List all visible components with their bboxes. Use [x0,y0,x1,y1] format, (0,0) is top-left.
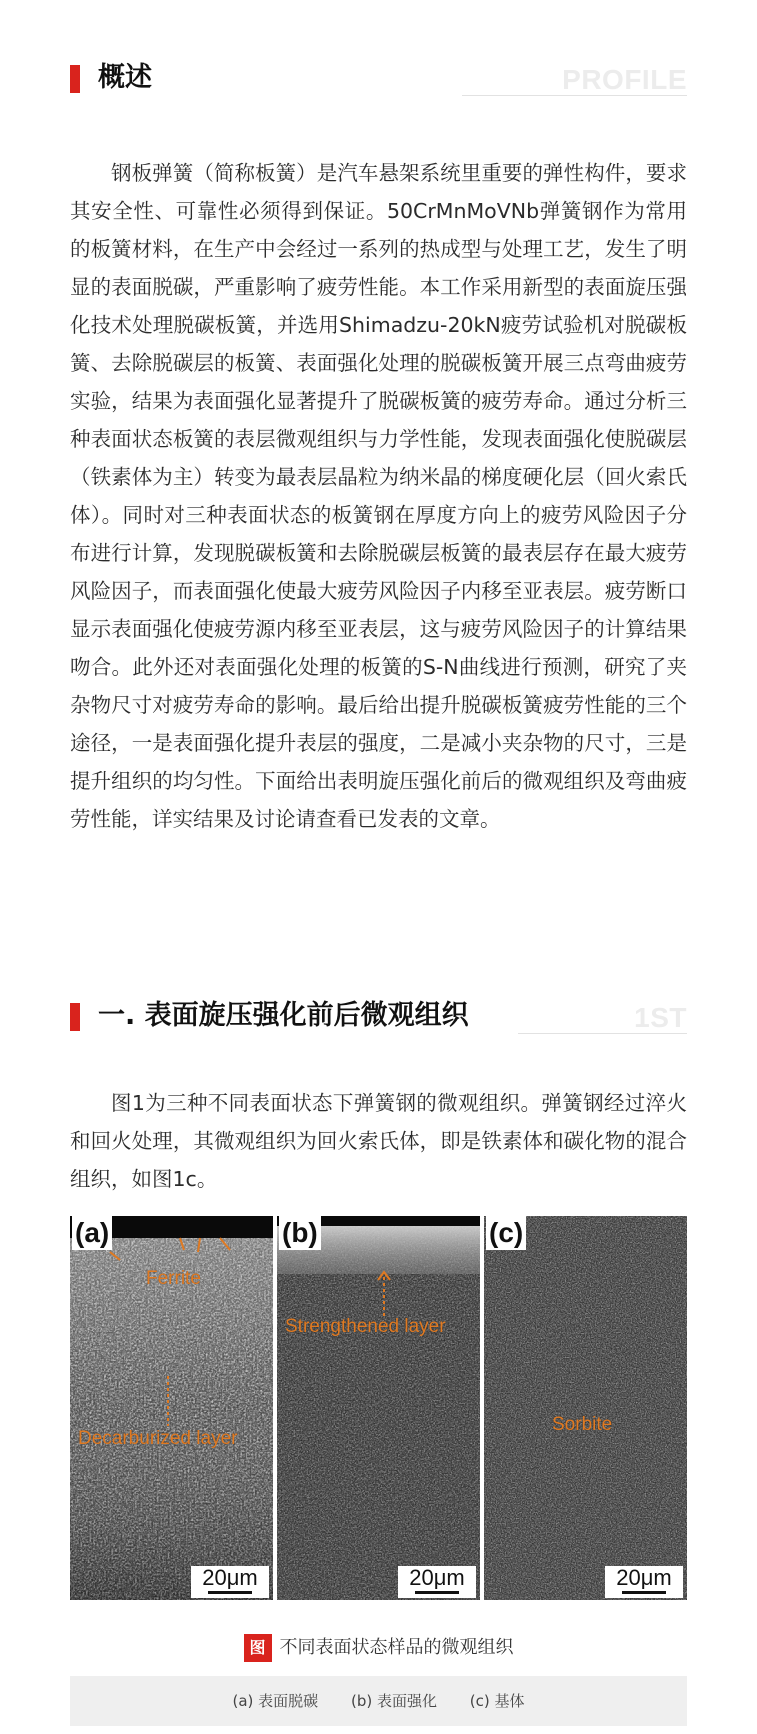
scale-bar [398,1566,476,1598]
scale-bar-label: 20μm [409,1565,465,1590]
figure-panel-a [70,1216,273,1600]
section-en-label: 1ST [634,1002,687,1033]
section-title: 一. 表面旋压强化前后微观组织 [98,1000,469,1031]
first-paragraph: 图1为三种不同表面状态下弹簧钢的微观组织。弹簧钢经过淬火和回火处理，其微观组织为回火索氏体，即是铁素体和碳化物的混合组织，如图1c。 [70,1091,687,1191]
panel-label: Sorbite [552,1414,613,1435]
section-title: 概述 [98,62,152,93]
panel-label: Ferrite [146,1268,201,1289]
scale-bar-line [622,1591,666,1594]
figure-panel-c [484,1216,687,1600]
scale-bar-line [415,1591,459,1594]
figure-legend [70,1676,687,1726]
caption-text: 不同表面状态样品的微观组织 [279,1637,514,1658]
micrograph-c [484,1216,687,1600]
section-accent-bar [70,65,80,93]
figure-panel-b [277,1216,480,1600]
panel-letter: (b) [279,1216,321,1250]
scale-bar [191,1566,269,1598]
scale-bar [605,1566,683,1598]
panel-letter: (a) [72,1216,112,1250]
section-en-label: PROFILE [562,64,687,95]
scale-bar-label: 20μm [202,1565,258,1590]
legend-item: (b) 表面强化 [350,1692,437,1710]
scale-bar-line [208,1591,252,1594]
section-header-first [70,996,687,1036]
caption-badge: 图 [244,1634,272,1662]
panel-letter: (c) [486,1216,526,1250]
legend-item: (a) 表面脱碳 [232,1692,319,1710]
section-accent-bar [70,1003,80,1031]
microstructure-figure [70,1216,687,1600]
legend-item: (c) 基体 [469,1692,525,1710]
panel-label: Decarburized layer [78,1428,238,1449]
figure-caption [0,1632,757,1664]
profile-paragraph: 钢板弹簧（简称板簧）是汽车悬架系统里重要的弹性构件，要求其安全性、可靠性必须得到保证。50CrMnMoVNb弹簧钢作为常用的板簧材料，在生产中会经过一系列的热成型与处理工艺，发生了明显的表面脱碳，严重影响了疲劳性能。本工作采用新型的表面旋压强化技术处理脱碳板簧，并选用Shimadzu-20kN疲劳试验机对脱碳板簧、去除脱碳层的板簧、表面强化处理的脱碳板簧开展三点弯曲疲劳实验，结果为表面强化显著提升了脱碳板簧的疲劳寿命。通过分析三种表面状态板簧的表层微观组织与力学性能，发现表面强化使脱碳层（铁素体为主）转变为最表层晶粒为纳米晶的梯度硬化层（回火索氏体）。同时对三种表面状态的板簧钢在厚度方向上的疲劳风险因子分布进行计算，发现脱碳板簧和去除脱碳层板簧的最表层存在最大疲劳风险因子，而表面强化使最大疲劳风险因子内移至亚表层。疲劳断口显示表面强化使疲劳源内移至亚表层，这与疲劳风险因子的计算结果吻合。此外还对表面强化处理的板簧的S-N曲线进行预测，研究了夹杂物尺寸对疲劳寿命的影响。最后给出提升脱碳板簧疲劳性能的三个途径，一是表面强化提升表层的强度，二是减小夹杂物的尺寸，三是提升组织的均匀性。下面给出表明旋压强化前后的微观组织及弯曲疲劳性能，详实结果及讨论请查看已发表的文章。 [70,161,687,831]
scale-bar-label: 20μm [616,1565,672,1590]
section-header-profile [70,58,687,98]
micrograph-b [277,1216,480,1600]
panel-label: Strengthened layer [285,1316,446,1337]
